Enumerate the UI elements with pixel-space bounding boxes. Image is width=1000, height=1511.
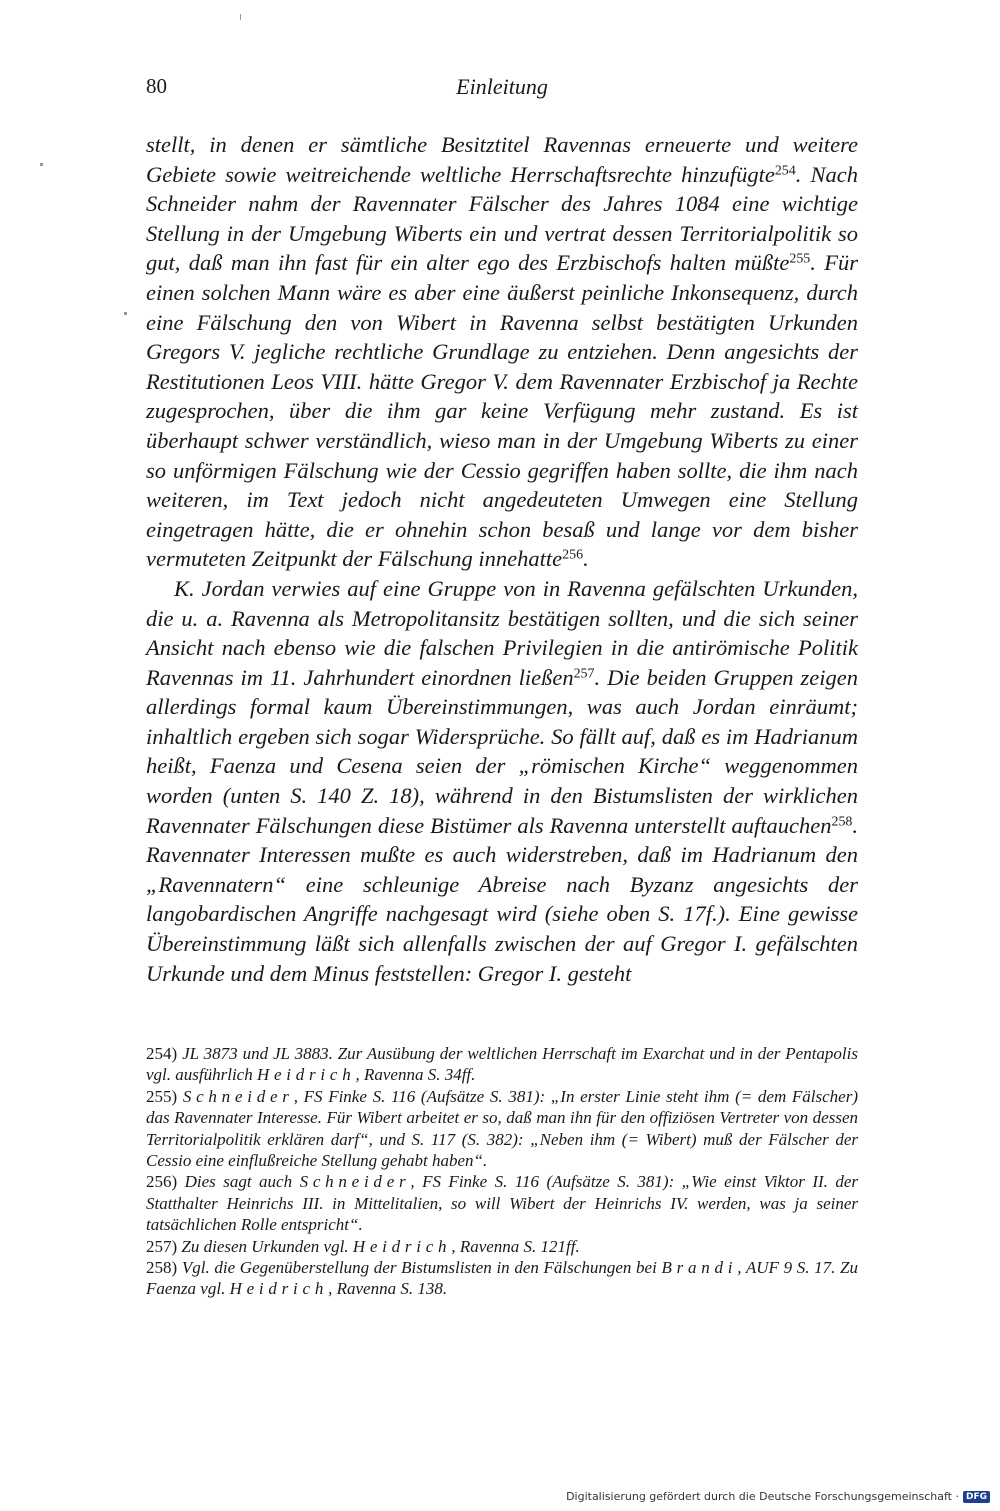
footnote-reference[interactable]: 258 [831, 813, 853, 829]
text-run: . Nach Schneider nahm der Ravennater Fälscher des Jahres 1084 eine wichtige Stellung in der Umgebung Wiberts ein und vertrat dessen Territorialpolitik so gut, daß man ihn fast für ein alter ego des Erzbischofs halten müßte [146, 161, 858, 276]
footnote-number: 256) [146, 1172, 178, 1192]
text-run: Dies sagt auch [184, 1172, 300, 1192]
text-run: . [583, 546, 589, 572]
body-paragraph [146, 130, 858, 574]
text-run: , AUF 9 S. 17. Zu Faenza vgl. [146, 1258, 859, 1299]
body-paragraph [146, 574, 858, 988]
footnote [146, 1257, 858, 1300]
text-run: . Ravennater Interessen mußte es auch widerstreben, daß im Hadrianum den „Ravennatern“ eine schleunige Abreise nach Byzanz angesichts der langobardischen Angriffe nachgesagt wird (siehe oben S. 17f.). Eine gewisse Übereinstimmung läßt sich allenfalls zwischen der auf Gregor I. gefälschten Urkunde und dem Minus feststellen: Gregor I. gesteht [146, 812, 858, 986]
scan-mark [40, 163, 43, 166]
text-run: Vgl. die Gegenüberstellung der Bistumslisten in den Fälschungen bei [181, 1258, 662, 1278]
scan-mark [240, 14, 241, 20]
running-title: Einleitung [456, 74, 548, 99]
footnote-reference[interactable]: 254 [774, 162, 796, 178]
text-run: . Die beiden Gruppen zeigen allerdings formal kaum Übereinstimmungen, was auch Jordan einräumt; inhaltlich ergeben sich sogar Widersprüche. So fällt auf, daß es im Hadrianum heißt, Faenza und Cesena seien der „römischen Kirche“ weggenommen worden (unten S. 140 Z. 18), während in den Bistumslisten der wirklichen Ravennater Fälschungen diese Bistümer als Ravenna unterstellt auftauchen [146, 664, 858, 838]
footnote [146, 1043, 858, 1086]
running-header [146, 74, 858, 108]
text-run: , Ravenna S. 34ff. [355, 1065, 476, 1085]
spaced-author-name: Schneider [182, 1086, 294, 1106]
footnote-reference[interactable]: 255 [789, 251, 811, 267]
footnote-number: 258) [146, 1258, 178, 1278]
footnote-reference[interactable]: 257 [573, 666, 595, 682]
spaced-author-name: Brandi [661, 1258, 738, 1278]
footnotes [146, 1043, 858, 1300]
text-run: stellt, in denen er sämtliche Besitztitel Ravennas erneuerte und weitere Gebiete sowie weitreichende weltliche Herrschaftsrechte hinzufügte [146, 132, 858, 187]
text-run: , FS Finke S. 116 (Aufsätze S. 381): „In erster Linie steht ihm (= dem Fälscher) das Ravennater Interesse. Für Wibert arbeitet er so, daß man ihn für den offiziösen Vertreter von dessen Territorialpolitik erklären darf“, und S. 117 (S. 382): „Neben ihm (= Wibert) muß der Fälscher der Cessio eine einflußreiche Stellung gehabt haben“. [146, 1086, 858, 1171]
text-run: , Ravenna S. 138. [328, 1279, 448, 1299]
spaced-author-name: Heidrich [352, 1236, 452, 1256]
footnote-number: 254) [146, 1044, 178, 1063]
spaced-author-name: Heidrich [256, 1065, 356, 1085]
text-run: , Ravenna S. 121ff. [451, 1236, 580, 1256]
credit-text: Digitalisierung gefördert durch die Deutsche Forschungsgemeinschaft · [566, 1490, 959, 1503]
text-run: K. Jordan verwies auf eine Gruppe von in Ravenna gefälschten Urkunden, die u. a. Ravenna als Metropolitansitz bestätigen sollten, und die sich seiner Ansicht nach ebenso wie die falschen Privilegien in die antirömische Politik Ravennas im 11. Jahrhundert einordnen ließen [146, 575, 858, 690]
footnote [146, 1086, 858, 1172]
spaced-author-name: Schneider [299, 1172, 411, 1192]
page-number: 80 [146, 74, 167, 98]
footnote [146, 1171, 858, 1235]
footnote-number: 257) [146, 1236, 178, 1256]
text-run: JL 3873 und JL 3883. Zur Ausübung der weltlichen Herrschaft im Exarchat und in der Pentapolis vgl. ausführlich [146, 1044, 858, 1085]
text-run: , FS Finke S. 116 (Aufsätze S. 381): „Wie einst Viktor II. der Statthalter Heinrichs III. in Mittelitalien, so will Wibert der Heinrichs IV. werden, was ja seiner tatsächlichen Rolle entspricht“. [146, 1172, 859, 1235]
text-run: Zu diesen Urkunden vgl. [181, 1236, 353, 1256]
scan-mark [124, 312, 127, 315]
body-text [146, 130, 858, 988]
spaced-author-name: Heidrich [229, 1279, 329, 1299]
text-run: . Für einen solchen Mann wäre es aber eine äußerst peinliche Inkonsequenz, durch eine Fälschung den von Wibert in Ravenna selbst bestätigten Urkunden Gregors V. jegliche rechtliche Grundlage zu entziehen. Denn angesichts der Restitutionen Leos VIII. hätte Gregor V. dem Ravennater Erzbischof ja Rechte zugesprochen, über die ihm gar keine Verfügung mehr zustand. Es ist überhaupt schwer verständlich, wieso man in der Umgebung Wiberts zu einer so unförmigen Fälschung wie der Cessio gegriffen haben sollte, die ihm nach weiteren, im Text jedoch nicht angedeuteten Umwegen eine Stellung eingetragen hätte, die er ohnehin schon besaß und lange vor dem bisher vermuteten Zeitpunkt der Fälschung innehatte [146, 250, 858, 572]
footnote [146, 1236, 858, 1257]
dfg-logo: DFG [963, 1491, 990, 1503]
footnote-reference[interactable]: 256 [562, 547, 584, 563]
digitization-credit [566, 1490, 990, 1503]
footnote-number: 255) [146, 1086, 178, 1106]
